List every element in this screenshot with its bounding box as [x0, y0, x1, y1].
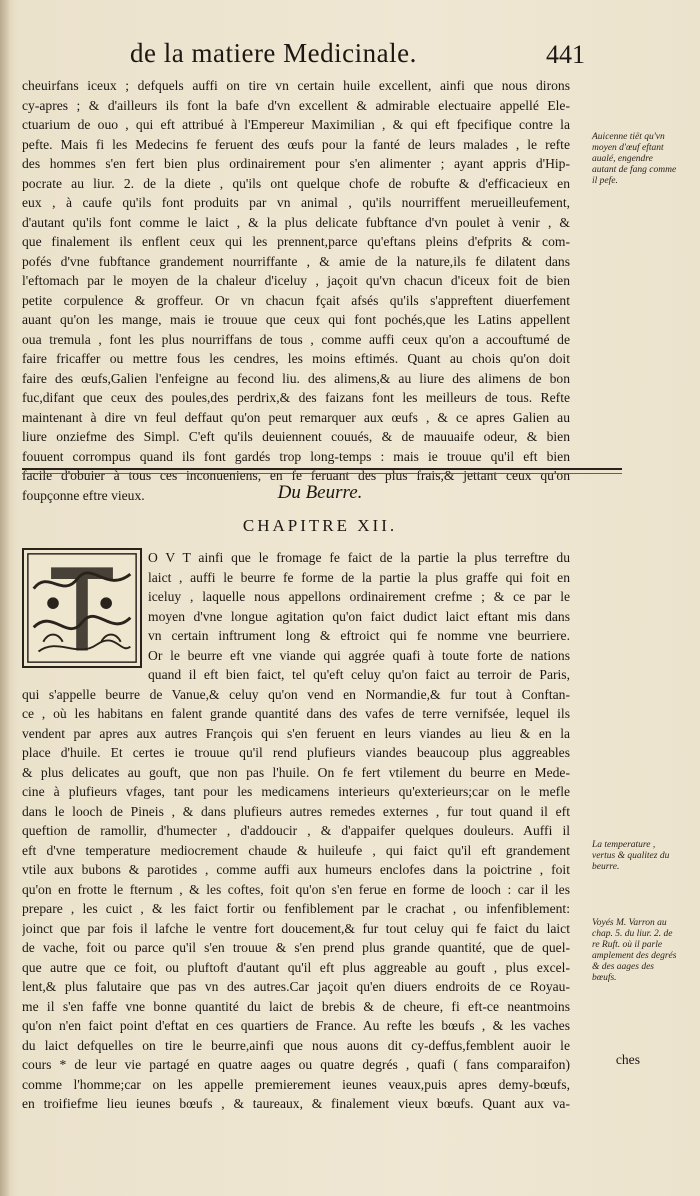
text-line: vendent par apres aux autres François qui s'en feruent en leurs viandes au lieu & en la	[22, 725, 570, 741]
text-line: dans le looch de Pineis , & dans plufieurs autres remedes externes , fur tout quand il eft	[22, 803, 570, 819]
text-line: queftion de ramollir, d'humecter , d'addoucir , & d'appaifer quelques douleurs. Auffi il	[22, 823, 570, 838]
text-line: l'eftomach par le moyen de la chaleur d'iceluy , jaçoit qu'vn chacun d'iceux foit de bien	[22, 273, 570, 288]
section-title: Du Beurre.	[277, 482, 363, 503]
text-line: pocrate au liur. 2. de la diete , qu'ils ont quelque chofe de robufte & d'efficacieux en	[22, 175, 570, 191]
text-line: cours * de leur vie partagé en quatre aages ou quatre degrés , quafi ( fans comparaifon)	[22, 1057, 570, 1072]
text-line: cheuirfans iceux ; defquels auffi on tire vn certain huile excellent, ainfi que nous dirons	[22, 78, 570, 93]
text-line: Or le beurre eft vne viande qui aggrée quafi à toute forte de nations	[148, 647, 570, 663]
text-line: quand il eft bien faict, tel qu'eft celuy qu'on faict au terroir de Paris,	[148, 667, 570, 682]
catchword: ches	[615, 1052, 640, 1067]
text-line: d'autant qu'ils font comme le laict , & la plus delicate fubftance d'vn poulet à venir , &	[22, 214, 570, 230]
text-line: cy-apres ; & d'ailleurs ils font la bafe d'vn excellent & admirable electuaire appellé Ele-	[22, 97, 570, 113]
margin-note-varron: Voyés M. Varron au chap. 5. du liur. 2. de re Ruft. où il parle amplement des degrés & des aages des bœufs.	[592, 918, 677, 983]
paragraph-butter-intro	[148, 548, 570, 665]
text-line: lent,& plus falutaire que pas vn des autres.Car jaçoit qu'en diuers endroits de ce Royau-	[22, 979, 570, 994]
text-line: que autre que ce foit, ou pluftoft d'autant qu'il eft plus aggreable au gouft , plus excel-	[22, 959, 570, 975]
text-line: faire des œufs,Galien l'enfeigne au fecond liu. des alimens,& au liure des alimens de bon	[22, 370, 570, 386]
text-line: me il s'en faffe vne bonne quantité du laict de brebis & de cheure, fi eft-ce neantmoins	[22, 998, 570, 1014]
text-line: liure onziefme des Simpl. C'eft qu'ils deuiennent couués, & de mauuaife odeur, & bien	[22, 429, 570, 444]
text-line: prepare , les cuict , & les faict fortir ou fenfiblement par le crachat , ou infenfiblement:	[22, 901, 570, 916]
page-number: 441	[546, 40, 585, 69]
gutter-shadow	[0, 0, 10, 1196]
text-line: cine à plufieurs vfages, tant pour les medicamens interieurs qu'exterieurs;car on le mefle	[22, 784, 570, 799]
text-line: comme l'homme;car on les appelle premierement ieunes veaux,puis apres demy-bœufs,	[22, 1076, 570, 1092]
text-line: joinct que par fois il lafche le ventre fort doucement,& fur tout celuy qui fe faict du laict	[22, 920, 570, 936]
section-rule-thin	[22, 473, 622, 474]
text-line: fouuent corrompus quand ils font gardés trop long-temps : mais ie trouue qu'il eft bien	[22, 448, 570, 464]
text-line: laict , auffi le beurre fe forme de la partie la plus graffe qui foit en	[148, 569, 570, 585]
margin-note-avicenne: Auicenne tiët qu'vn moyen d'œuf eftant aualé, engendre autant de fang comme il pefe.	[592, 132, 677, 186]
text-line: pofés d'vne fubftance grandement nourriffante , & amie de la nature,ils fe dilatent dans	[22, 253, 570, 269]
text-line: faire fricaffer ou mettre fous les cendres, les moins eftimés. Quant au chois qu'on doit	[22, 351, 570, 366]
text-line: iceluy , laquelle nous appellons ordinairement crefme ; & ce par le	[148, 589, 570, 604]
text-line: ctuarium de ouo , qui eft attribué à l'Empereur Maximilian , & qui eft fpecifique contre la	[22, 117, 570, 132]
chapter-title: CHAPITRE XII.	[242, 516, 398, 535]
text-line: que finalement ils enflent ceux qui les prennent,parce qu'eftans pleins d'efprits & com-	[22, 234, 570, 249]
text-line: facile d'obuier à tous ces inconueniens, en fe feruant des plus frais,& jettant ceux qu'on	[22, 468, 570, 483]
page-header	[130, 38, 585, 78]
text-line: qu'on n'en faict point d'eftat en ces quartiers de France. Au refte les bœufs , & les vaches	[22, 1018, 570, 1033]
text-line: qu'on en frotte le fternum , & les coftes, foit qu'on s'en ferue en forme de looch : car il les	[22, 881, 570, 897]
text-line: eux , à caufe qu'ils font produits par vn animal , qu'ils nourriffent merueilleufement,	[22, 195, 570, 210]
decorated-initial-icon	[22, 548, 142, 668]
text-line: oua tremula , font les plus nourriffans de tous , comme auffi ceux qu'on a accouftumé de	[22, 331, 570, 347]
text-line: vtile aux bubons & parotides , comme auffi aux humeurs enclofes dans la poictrine , foit	[22, 862, 570, 877]
text-line: moyen d'vne longue agitation qu'on faict dudict laict eftant mis dans	[148, 608, 570, 624]
text-line: place d'huile. Et certes ie trouue qu'il rend plufieurs viandes beaucoup plus aggreables	[22, 745, 570, 760]
text-line: eft d'vne temperature mediocrement chaude & huileufe , qui faict qu'il eft grandement	[22, 842, 570, 858]
margin-note-butter-temperament: La temperature , vertus & qualitez du beurre.	[592, 840, 670, 872]
section-rule	[22, 468, 622, 470]
text-line: O V T ainfi que le fromage fe faict de la partie la plus terreftre du	[148, 550, 570, 565]
text-line: vn certain inftrument long & eftroict qui fe nomme vne beurriere.	[148, 628, 570, 643]
paragraph-eggs	[22, 76, 570, 505]
text-line: pefte. Mais fi les Medecins fe feruent des œufs pour la fanté de leurs malades , le refte	[22, 136, 570, 152]
text-line: de vache, foit ou parce qu'il s'en trouue & s'en prend plus grande quantité, que de quel-	[22, 940, 570, 955]
paragraph-butter	[22, 665, 622, 1114]
text-line: auant qu'on les mange, mais ie trouue que ceux qui font pochés,que les Latins appellent	[22, 312, 570, 327]
text-line: des hommes s'en fert bien plus ordinairement pour s'en alimenter ; ayant appris d'Hip-	[22, 156, 570, 171]
ornament-icon	[24, 550, 140, 666]
text-line: & plus delicates au gouft, que non pas l'huile. On fe fert vtilement du beurre en Mede-	[22, 764, 570, 780]
text-line: qui s'appelle beurre de Vanue,& celuy qu'on vend en Normandie,& fur tout à Conftan-	[22, 686, 570, 702]
text-line: en troifiefme lieu ieunes bœufs , & taureaux, & finalement vieux bœufs. Quant aux va-	[22, 1096, 570, 1111]
text-line: du laict defquelles on tire le beurre,ainfi que nous auons dit cy-deffus,femblent auoir le	[22, 1037, 570, 1053]
text-line: ce , où les habitans en falent grande quantité dans des vafes de terre vernifsée, lequel ils	[22, 706, 570, 721]
text-line: foupçonne eftre vieux.	[22, 487, 145, 503]
running-title: de la matiere Medicinale.	[130, 38, 417, 68]
text-line: maintenant à dire vn feul deffaut qu'on peut remarquer aux œufs , & ce apres Galien au	[22, 409, 570, 425]
text-line: petite corpulence & groffeur. Or vn chacun fçait afsés qu'ils s'appreftent diuerfement	[22, 292, 570, 308]
text-line: fuc,difant que ceux des poules,des perdrix,& des faizans font les meilleurs de tous. Refte	[22, 390, 570, 405]
